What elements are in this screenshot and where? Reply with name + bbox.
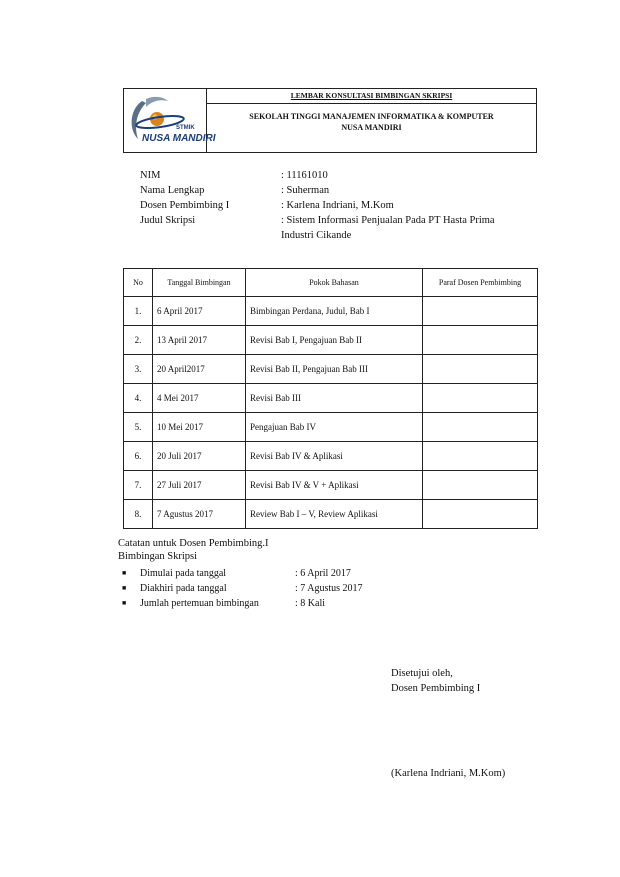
stmik-logo-icon	[124, 89, 216, 152]
form-header	[123, 88, 537, 153]
student-info	[140, 168, 521, 243]
row-signature-cell	[423, 471, 538, 500]
signature-name: (Karlena Indriani, M.Kom)	[391, 768, 506, 779]
form-title: LEMBAR KONSULTASI BIMBINGAN SKRIPSI	[207, 89, 536, 104]
row-signature-cell	[423, 297, 538, 326]
info-value: : Karlena Indriani, M.Kom	[281, 200, 394, 211]
consultation-table	[123, 268, 538, 529]
row-topic: Bimbingan Perdana, Judul, Bab I	[246, 297, 423, 326]
header-no: No	[124, 269, 153, 297]
row-topic: Revisi Bab IV & V + Aplikasi	[246, 471, 423, 500]
row-topic: Pengajuan Bab IV	[246, 413, 423, 442]
approval-line1: Disetujui oleh,	[391, 668, 453, 679]
row-no: 5.	[124, 413, 153, 442]
row-signature-cell	[423, 384, 538, 413]
table-row	[124, 297, 538, 326]
info-label: Nama Lengkap	[140, 185, 205, 196]
list-item-label: Jumlah pertemuan bimbingan	[140, 598, 259, 609]
row-topic: Revisi Bab I, Pengajuan Bab II	[246, 326, 423, 355]
row-date: 4 Mei 2017	[153, 384, 246, 413]
table-row	[124, 326, 538, 355]
stmik-logo	[124, 89, 216, 152]
bullet-icon: ■	[122, 599, 127, 607]
table-row	[124, 355, 538, 384]
info-row-advisor	[140, 198, 521, 213]
school-name	[207, 111, 536, 133]
row-no: 4.	[124, 384, 153, 413]
info-value: : Suherman	[281, 185, 330, 196]
table-header-row	[124, 269, 538, 297]
header-topic: Pokok Bahasan	[246, 269, 423, 297]
info-row-name	[140, 183, 521, 198]
row-no: 7.	[124, 471, 153, 500]
row-date: 7 Agustus 2017	[153, 500, 246, 529]
row-topic: Revisi Bab II, Pengajuan Bab III	[246, 355, 423, 384]
row-no: 2.	[124, 326, 153, 355]
row-no: 3.	[124, 355, 153, 384]
row-signature-cell	[423, 500, 538, 529]
logo-text-small: STMIK	[176, 125, 195, 131]
table-row	[124, 413, 538, 442]
info-value: : Sistem Informasi Penjualan Pada PT Hasta Prima Industri Cikande	[281, 215, 495, 241]
notes-line2: Bimbingan Skripsi	[118, 551, 198, 562]
info-row-nim	[140, 168, 521, 183]
approval-block	[391, 666, 480, 696]
row-topic: Revisi Bab IV & Aplikasi	[246, 442, 423, 471]
row-topic: Revisi Bab III	[246, 384, 423, 413]
row-signature-cell	[423, 355, 538, 384]
row-signature-cell	[423, 413, 538, 442]
row-date: 20 Juli 2017	[153, 442, 246, 471]
list-item-value: : 8 Kali	[295, 598, 325, 609]
notes-line1: Catatan untuk Dosen Pembimbing.I	[118, 538, 269, 549]
list-item-label: Dimulai pada tanggal	[140, 568, 227, 579]
table-row	[124, 384, 538, 413]
logo-text-main: NUSA MANDIRI	[142, 133, 216, 144]
header-signature: Paraf Dosen Pembimbing	[423, 269, 538, 297]
row-date: 20 April2017	[153, 355, 246, 384]
row-no: 6.	[124, 442, 153, 471]
header-date: Tanggal Bimbingan	[153, 269, 246, 297]
list-item	[122, 566, 363, 581]
row-date: 10 Mei 2017	[153, 413, 246, 442]
row-date: 13 April 2017	[153, 326, 246, 355]
info-value: : 11161010	[281, 170, 328, 181]
row-signature-cell	[423, 326, 538, 355]
notes-summary-list	[122, 566, 363, 611]
list-item-value: : 7 Agustus 2017	[295, 583, 363, 594]
row-no: 1.	[124, 297, 153, 326]
school-name-line1: SEKOLAH TINGGI MANAJEMEN INFORMATIKA & KOMPUTER	[249, 112, 494, 121]
row-topic: Review Bab I – V, Review Aplikasi	[246, 500, 423, 529]
row-no: 8.	[124, 500, 153, 529]
bullet-icon: ■	[122, 584, 127, 592]
list-item-value: : 6 April 2017	[295, 568, 351, 579]
info-row-thesis-title	[140, 213, 521, 243]
table-row	[124, 442, 538, 471]
info-label: Judul Skripsi	[140, 215, 196, 226]
row-signature-cell	[423, 442, 538, 471]
table-row	[124, 500, 538, 529]
list-item-label: Diakhiri pada tanggal	[140, 583, 227, 594]
table-row	[124, 471, 538, 500]
advisor-notes	[118, 537, 268, 563]
approval-line2: Dosen Pembimbing I	[391, 683, 481, 694]
info-label: NIM	[140, 170, 161, 181]
row-date: 6 April 2017	[153, 297, 246, 326]
bullet-icon: ■	[122, 569, 127, 577]
school-name-line2: NUSA MANDIRI	[341, 123, 402, 132]
row-date: 27 Juli 2017	[153, 471, 246, 500]
list-item	[122, 581, 363, 596]
list-item	[122, 596, 363, 611]
info-label: Dosen Pembimbing I	[140, 200, 230, 211]
